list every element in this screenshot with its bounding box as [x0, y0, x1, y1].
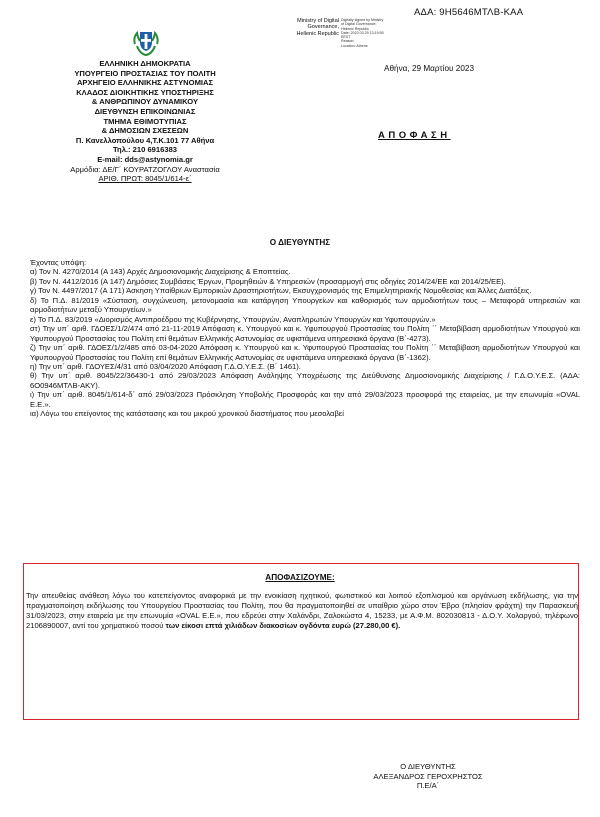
authority-line: ΤΜΗΜΑ ΕΘΙΜΟΤΥΠΙΑΣ — [103, 116, 187, 126]
phone: Τηλ.: 210 6916383 — [112, 145, 178, 155]
authority-line: ΑΡΧΗΓΕΙΟ ΕΛΛΗΝΙΚΗΣ ΑΣΤΥΝΟΜΙΑΣ — [76, 78, 214, 88]
intro-line: Έχοντας υπόψη: — [30, 258, 87, 267]
authority-line: ΕΛΛΗΝΙΚΗ ΔΗΜΟΚΡΑΤΙΑ — [99, 59, 191, 68]
decision-body: Την απευθείας ανάθεση λόγω του κατεπείγοντος αναφορικά με την ενοικίαση ηχητικού, φωτιστικού και λοιπού εξοπλισμού και οργάνωση εκδήλωσης, για την πραγματοποίηση εκδήλωσης του Υπουργείου Προστασίας του Πολίτη, που θα πραγματοποιηθεί σε υπαίθριο χώρο στον Έβρο (πλησίον φράχτη) την Παρασκευή 31/03/2023, στην εταιρεία με την επωνυμία «OVAL Ε.Ε.», που εδρεύει στην Χαλάνδρι, Ζαλοκώστα 4, 15233, με Α.Φ.Μ. 802030813 - Δ.Ο.Υ. Χολαργού, τηλέφωνο 2106890007, αντί του χρηματικού ποσού — [26, 591, 578, 630]
director-heading: Ο ΔΙΕΥΘΥΝΤΗΣ — [269, 238, 331, 247]
consideration-item: ια) Λόγω του επείγοντος της κατάστασης και του μικρού χρονικού διαστήματος που μεσολαβεί — [30, 409, 344, 419]
authority-line: ΔΙΕΥΘΥΝΣΗ ΕΠΙΚΟΙΝΩΝΙΑΣ — [94, 106, 196, 116]
consideration-item: ζ) Την υπ΄ αριθ. ΓΔΟΕΣ/1/2/485 από 03-04-2020 Απόφαση κ. Υπουργού και κ. Υφυπουργού Προστασίας του Πολίτη ΄΄ Μεταβίβαση αρμοδιοτήτων Υπουργού και Υφυπουργού Προστασίας του Πολίτη επί θεμάτων Ελληνικής Αστυνομίας σε υφιστάμενα υπηρεσιακά όργανα (Β΄-1362). — [30, 343, 580, 362]
digital-signature-issuer: Ministry of Digital Governance, Hellenic Republic — [296, 18, 339, 37]
signatory-role: Ο ΔΙΕΥΘΥΝΤΗΣ — [400, 762, 456, 771]
signature-block — [308, 762, 548, 791]
consideration-item: β) Τον Ν. 4412/2016 (Α 147) Δημόσιες Συμβάσεις Έργων, Προμηθειών & Υπηρεσιών (προσαρμογή στις οδηγίες 2014/24/ΕΕ και 2014/25/ΕΕ). — [30, 276, 506, 286]
authority-line: & ΑΝΘΡΩΠΙΝΟΥ ΔΥΝΑΜΙΚΟΥ — [91, 97, 199, 107]
signatory-rank: Π.Ε/Α΄ — [416, 781, 440, 790]
ada-number: ΑΔΑ: 9Η5646ΜΤΛΒ-ΚΑΑ — [414, 7, 524, 18]
decision-heading: ΑΠΟΦΑΣΙΖΟΥΜΕ: — [265, 573, 335, 582]
consideration-item: ε) Το Π.Δ. 83/2019 «Διορισμός Αντιπροέδρου της Κυβέρνησης, Υπουργών, Αναπληρωτών Υπουργών και Υφυπουργών.» — [30, 314, 436, 324]
address: Π. Κανελλοπούλου 4,Τ.Κ.101 77 Αθήνα — [75, 135, 215, 145]
considerations-list — [30, 258, 580, 419]
consideration-item: η) Την υπ΄ αριθ. ΓΔΟΥΕΣ/4/31 από 03/04/2020 Απόφαση Γ.Δ.Ο.Υ.Ε.Σ. (Β΄ 1461). — [30, 361, 301, 371]
protocol-number: ΑΡΙΘ. ΠΡΩΤ: 8045/1/614-ε΄ — [98, 174, 192, 184]
consideration-item: γ) Τον Ν. 4497/2017 (Α 171) Άσκηση Υπαίθριων Εμπορικών Δραστηριοτήτων, Εκσυγχρονισμός της Επιμελητηριακής Νομοθεσίας και Άλλες Διατάξεις. — [30, 286, 532, 296]
decision-amount: των είκοσι επτά χιλιάδων διακοσίων ογδόντα ευρώ (27.280,00 €). — [165, 621, 401, 630]
responsible-officer: Αρμόδια: ΔΕ/Γ΄ ΚΟΥΡΑΤΖΟΓΛΟΥ Αναστασία — [70, 164, 220, 174]
consideration-item: στ) Την υπ΄ αριθ. ΓΔΟΕΣ/1/2/474 από 21-11-2019 Απόφαση κ. Υπουργού και κ. Υφυπουργού Προστασίας του Πολίτη ΄΄ Μεταβίβαση αρμοδιοτήτων Υπουργού και Υφυπουργού Προστασίας του Πολίτη επί θεμάτων Ελληνικής Αστυνομίας σε υφιστάμενα υπηρεσιακά όργανα (Β΄-4273). — [30, 324, 580, 343]
decision-text — [26, 591, 578, 631]
email: E-mail: dds@astynomia.gr — [97, 154, 193, 164]
decision-box — [23, 563, 579, 720]
consideration-item: δ) Το Π.Δ. 81/2019 «Σύσταση, συγχώνευση, μετονομασία και κατάργηση Υπουργείων και καθορισμός των αρμοδιοτήτων τους – Μεταφορά υπηρεσιών και αρμοδιοτήτων μεταξύ Υπουργείων.» — [30, 295, 580, 315]
authority-line: & ΔΗΜΟΣΙΩΝ ΣΧΕΣΕΩΝ — [101, 126, 189, 136]
authority-line: ΥΠΟΥΡΓΕΙΟ ΠΡΟΣΤΑΣΙΑΣ ΤΟΥ ΠΟΛΙΤΗ — [74, 68, 216, 78]
digital-signature-details: Digitally signed by Ministry of Digital Governance, Hellenic Republic Date: 2023.03.29 13:19:55 EEST Reason: Location: Athens — [341, 18, 384, 48]
document-type-title: ΑΠΟΦΑΣΗ — [378, 130, 451, 141]
place-date: Αθήνα, 29 Μαρτίου 2023 — [384, 64, 474, 73]
authority-line: ΚΛΑΔΟΣ ΔΙΟΙΚΗΤΙΚΗΣ ΥΠΟΣΤΗΡΙΞΗΣ — [76, 87, 214, 97]
consideration-item: α) Τον Ν. 4270/2014 (Α 143) Αρχές Δημοσιονομικής Διαχείρισης & Εποπτείας. — [30, 267, 291, 277]
consideration-item: θ) Την υπ΄ αριθ. 8045/22/36430-1 από 29/03/2023 Απόφαση Ανάληψης Υποχρέωσης της Διεύθυνσης Δημοσιονομικής Διαχείρισης / Γ.Δ.Ο.Υ.Ε.Σ. (ΑΔΑ: 6Ο0946ΜΤΛΒ-ΑΚΥ). — [30, 371, 580, 390]
greek-coat-of-arms-icon — [132, 28, 160, 56]
consideration-item: ι) Την υπ΄ αριθ. 8045/1/614-δ΄ από 29/03/2023 Πρόσκληση Υποβολής Προσφοράς και την από 29/03/2023 προσφορά της εταιρείας, με την επωνυμία «OVAL Ε.Ε.». — [30, 390, 580, 409]
issuing-authority-block — [30, 59, 260, 184]
signatory-name: ΑΛΕΞΑΝΔΡΟΣ ΓΕΡΟΧΡΗΣΤΟΣ — [373, 771, 483, 781]
